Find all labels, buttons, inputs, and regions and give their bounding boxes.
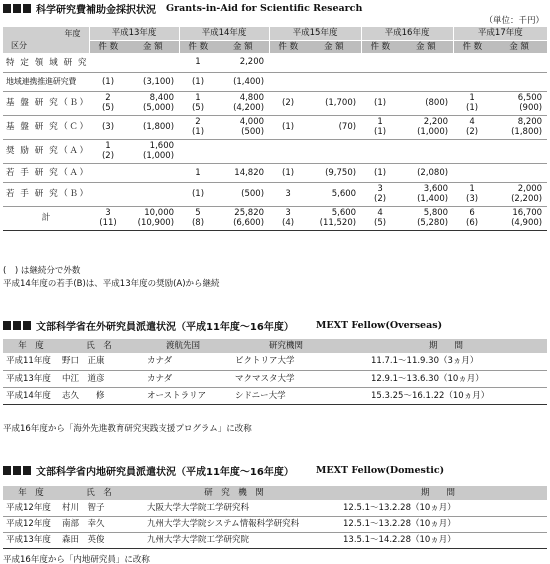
count-cell: 3 [269,182,307,206]
count-cell: (1) [269,163,307,182]
amount-cell: (9,750) [307,163,361,182]
amount-cell: (1,800) [127,115,179,139]
count-cell [361,139,399,163]
amount-cell: 4,800 (4,200) [217,91,269,115]
amount-cell [307,53,361,72]
amount-cell [491,163,547,182]
grants-note-2: 平成14年度の若手(B)は、平成13年度の奨励(A)から継続 [3,279,220,289]
amount-header: 金 額 [127,40,179,53]
title-bullet-icon [3,466,31,475]
amount-cell: 10,000 (10,900) [127,206,179,230]
count-cell [453,139,491,163]
amount-cell [127,163,179,182]
count-cell [453,72,491,91]
count-cell [89,182,127,206]
count-cell: 4 (2) [453,115,491,139]
amount-cell [399,53,453,72]
overseas-note: 平成16年度から「海外先進教育研究実践支援プログラム」に改称 [3,424,252,434]
amount-cell: (1,400) [217,72,269,91]
count-cell [269,139,307,163]
table-row: 平成14年度 志久 修 オーストラリア シドニー大学 15.3.25〜16.1.22（10ヵ月） [3,387,547,404]
amount-cell [127,182,179,206]
amount-cell [399,72,453,91]
amount-header: 金 額 [217,40,269,53]
row-category: 基 盤 研 究（Ｂ） [3,91,89,115]
amount-cell [399,139,453,163]
grants-table [3,27,547,231]
row-category: 奨 励 研 究（Ａ） [3,139,89,163]
count-cell [453,163,491,182]
amount-cell: 2,200 (1,000) [399,115,453,139]
amount-cell: 1,600 (1,000) [127,139,179,163]
count-cell: (1) [89,72,127,91]
amount-cell [491,53,547,72]
overseas-title-ja: 文部科学省在外研究員派遣状況（平成11年度〜16年度） [36,322,294,333]
count-cell [361,72,399,91]
count-header: 件 数 [453,40,491,53]
count-cell: (2) [269,91,307,115]
amount-cell [217,139,269,163]
count-cell: 3 (11) [89,206,127,230]
amount-cell: 4,000 (500) [217,115,269,139]
count-cell: 1 (1) [453,91,491,115]
row-category: 地域連携推進研究費 [3,72,89,91]
row-category: 若 手 研 究（Ｂ） [3,182,89,206]
count-header: 件 数 [269,40,307,53]
domestic-note: 平成16年度から「内地研究員」に改称 [3,555,150,564]
header-year: 年 度 [3,486,59,500]
count-cell: 3 (4) [269,206,307,230]
grants-title-ja: 科学研究費補助金採択状況 [36,5,156,16]
count-cell: (3) [89,115,127,139]
amount-cell: (70) [307,115,361,139]
header-year: 年 度 [3,339,59,353]
count-cell: (1) [361,91,399,115]
amount-cell: (1,700) [307,91,361,115]
domestic-title-en: MEXT Fellow(Domestic) [315,465,445,476]
overseas-table [3,339,547,405]
table-row [3,163,547,182]
row-category: 若 手 研 究（Ａ） [3,163,89,182]
grants-title-en: Grants-in-Aid for Scientific Research [166,3,363,14]
header-period: 期 間 [329,486,547,500]
table-row: 平成12年度 南部 幸久 九州大学大学院システム情報科学研究科 12.5.1〜13.2.28（10ヵ月） [3,516,547,532]
domestic-section-title [3,463,444,478]
amount-cell: 5,600 [307,182,361,206]
count-cell: 1 (2) [89,139,127,163]
count-cell: 2 (5) [89,91,127,115]
year-header: 平成17年度 [453,27,547,40]
amount-cell: 2,000 (2,200) [491,182,547,206]
amount-cell: 8,200 (1,800) [491,115,547,139]
count-header: 件 数 [89,40,127,53]
amount-cell: 14,820 [217,163,269,182]
table-row: 平成13年度 中江 道彦 カナダ マクマスタ大学 12.9.1〜13.6.30（10ヵ月） [3,370,547,387]
header-institution: 研究機関 [227,339,345,353]
amount-cell: (2,080) [399,163,453,182]
domestic-title-ja: 文部科学省内地研究員派遣状況（平成11年度〜16年度） [36,467,294,478]
header-country: 渡航先国 [139,339,227,353]
amount-cell: 8,400 (5,000) [127,91,179,115]
amount-header: 金 額 [491,40,547,53]
overseas-section-title [3,318,442,333]
count-cell: 1 [179,163,217,182]
grants-section-title [3,1,362,16]
amount-cell: (500) [217,182,269,206]
amount-cell [307,139,361,163]
table-row [3,206,547,230]
amount-cell [127,53,179,72]
amount-cell: (800) [399,91,453,115]
count-cell [179,139,217,163]
count-header: 件 数 [361,40,399,53]
count-cell: 3 (2) [361,182,399,206]
count-cell: 1 (5) [179,91,217,115]
table-row: 平成12年度 村川 智子 大阪大学大学院工学研究科 12.5.1〜13.2.28（10ヵ月） [3,500,547,516]
amount-cell: 5,600 (11,520) [307,206,361,230]
row-category: 特 定 領 域 研 究 [3,53,89,72]
table-row [3,115,547,139]
count-cell: 1 [179,53,217,72]
header-period: 期 間 [345,339,547,353]
count-cell [89,163,127,182]
year-header: 平成13年度 [89,27,179,40]
count-cell: (1) [179,182,217,206]
title-bullet-icon [3,4,31,13]
table-row [3,91,547,115]
row-category: 基 盤 研 究（Ｃ） [3,115,89,139]
amount-cell: 5,800 (5,280) [399,206,453,230]
count-header: 件 数 [179,40,217,53]
row-category: 計 [3,206,89,230]
count-cell: 1 (3) [453,182,491,206]
amount-cell: 3,600 (1,400) [399,182,453,206]
count-cell: 6 (6) [453,206,491,230]
amount-cell: 6,500 (900) [491,91,547,115]
amount-cell: 2,200 [217,53,269,72]
amount-header: 金 額 [399,40,453,53]
table-corner-header: 年度 区分 [3,27,89,53]
count-cell: (1) [179,72,217,91]
amount-cell: 25,820 (6,600) [217,206,269,230]
amount-cell [491,139,547,163]
header-name: 氏 名 [59,486,139,500]
overseas-title-en: MEXT Fellow(Overseas) [315,320,443,331]
count-cell: (1) [361,163,399,182]
table-row: 平成13年度 森田 英俊 九州大学大学院工学研究院 13.5.1〜14.2.28（10ヵ月） [3,532,547,548]
amount-cell: 16,700 (4,900) [491,206,547,230]
year-header: 平成14年度 [179,27,269,40]
amount-header: 金 額 [307,40,361,53]
grants-note-1: ( ) は継続分で外数 [3,266,81,276]
domestic-table [3,486,547,549]
amount-cell [491,72,547,91]
grants-table-body [3,53,547,230]
count-cell [269,53,307,72]
count-cell: 1 (1) [361,115,399,139]
amount-cell: (3,100) [127,72,179,91]
header-institution: 研 究 機 関 [139,486,329,500]
year-header: 平成15年度 [269,27,361,40]
header-name: 氏 名 [59,339,139,353]
count-cell: 5 (8) [179,206,217,230]
count-cell: (1) [269,115,307,139]
count-cell [453,53,491,72]
unit-label: （単位：千円） [484,16,544,26]
count-cell [269,72,307,91]
table-row [3,53,547,72]
table-row [3,72,547,91]
count-cell [361,53,399,72]
table-row: 平成11年度 野口 正康 カナダ ビクトリア大学 11.7.1〜11.9.30（3ヵ月） [3,353,547,370]
count-cell [89,53,127,72]
count-cell: 2 (1) [179,115,217,139]
amount-cell [307,72,361,91]
count-cell: 4 (5) [361,206,399,230]
title-bullet-icon [3,321,31,330]
table-row [3,139,547,163]
year-header: 平成16年度 [361,27,453,40]
table-row [3,182,547,206]
